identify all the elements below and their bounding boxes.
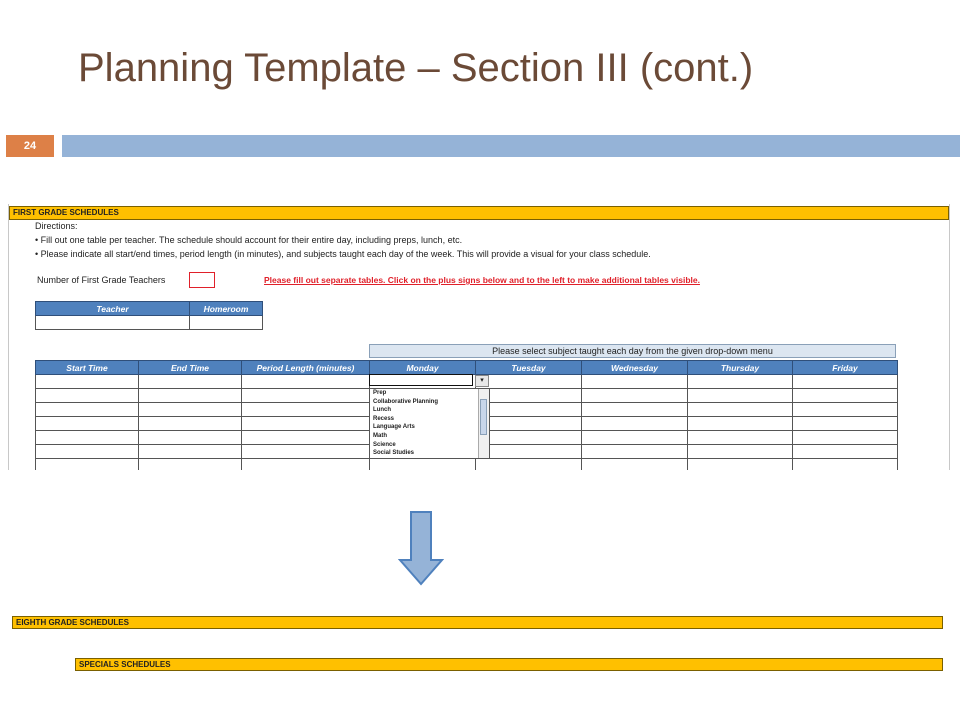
table-cell[interactable] xyxy=(793,389,898,403)
table-cell[interactable] xyxy=(688,417,793,431)
table-cell[interactable] xyxy=(582,389,688,403)
table-cell[interactable] xyxy=(36,403,139,417)
specials-section-bar: SPECIALS SCHEDULES xyxy=(75,658,943,671)
table-cell[interactable] xyxy=(793,431,898,445)
tuesday-header: Tuesday xyxy=(476,361,582,375)
table-cell[interactable] xyxy=(242,417,370,431)
dropdown-arrow-button[interactable]: ▾ xyxy=(475,375,489,387)
table-cell[interactable] xyxy=(793,417,898,431)
table-cell[interactable] xyxy=(242,431,370,445)
table-cell[interactable] xyxy=(476,459,582,471)
directions-bullet-1: • Fill out one table per teacher. The schedule should account for their entire day, including preps, lunch, etc. xyxy=(35,235,463,245)
scrollbar-thumb[interactable] xyxy=(480,399,487,435)
table-cell[interactable] xyxy=(582,459,688,471)
directions-label: Directions: xyxy=(35,221,78,231)
subject-dropdown-list[interactable] xyxy=(369,388,490,459)
table-cell[interactable] xyxy=(139,389,242,403)
eighth-grade-section-bar: EIGHTH GRADE SCHEDULES xyxy=(12,616,943,629)
page-number-badge: 24 xyxy=(6,135,54,157)
table-cell[interactable] xyxy=(688,431,793,445)
table-cell[interactable] xyxy=(139,403,242,417)
table-cell[interactable] xyxy=(36,389,139,403)
spreadsheet-screenshot xyxy=(8,204,950,470)
dropdown-option-collaborative-planning[interactable]: Collaborative Planning xyxy=(373,398,439,405)
dropdown-scrollbar[interactable] xyxy=(478,389,489,458)
homeroom-cell[interactable] xyxy=(190,316,263,330)
down-arrow-icon xyxy=(398,510,444,586)
table-cell[interactable] xyxy=(139,445,242,459)
table-cell[interactable] xyxy=(582,431,688,445)
table-cell[interactable] xyxy=(476,445,582,459)
teacher-count-label: Number of First Grade Teachers xyxy=(37,275,166,285)
slide-title: Planning Template – Section III (cont.) xyxy=(78,46,754,90)
table-cell[interactable] xyxy=(242,389,370,403)
teacher-name-cell[interactable] xyxy=(36,316,190,330)
dropdown-option-social-studies[interactable]: Social Studies xyxy=(373,450,415,457)
monday-header: Monday xyxy=(370,361,476,375)
first-grade-section-bar: FIRST GRADE SCHEDULES xyxy=(9,206,949,220)
table-cell[interactable] xyxy=(370,459,476,471)
table-cell[interactable] xyxy=(688,375,793,389)
dropdown-option-language-arts[interactable]: Language Arts xyxy=(373,424,415,431)
dropdown-option-recess[interactable]: Recess xyxy=(373,415,395,422)
instruction-note: Please fill out separate tables. Click on the plus signs below and to the left to make additional tables visible. xyxy=(264,275,700,285)
table-cell[interactable] xyxy=(793,445,898,459)
table-cell[interactable] xyxy=(582,403,688,417)
teacher-count-input[interactable] xyxy=(189,272,215,288)
friday-header: Friday xyxy=(793,361,898,375)
table-cell[interactable] xyxy=(139,431,242,445)
table-cell[interactable] xyxy=(582,375,688,389)
table-cell[interactable] xyxy=(476,417,582,431)
period-length-header: Period Length (minutes) xyxy=(242,361,370,375)
table-cell[interactable] xyxy=(36,459,139,471)
table-cell[interactable] xyxy=(242,459,370,471)
table-cell[interactable] xyxy=(476,403,582,417)
table-cell[interactable] xyxy=(688,403,793,417)
table-cell[interactable] xyxy=(476,389,582,403)
dropdown-option-lunch[interactable]: Lunch xyxy=(373,407,391,414)
table-cell[interactable] xyxy=(36,431,139,445)
table-cell[interactable] xyxy=(688,459,793,471)
table-cell[interactable] xyxy=(793,459,898,471)
table-cell[interactable] xyxy=(582,445,688,459)
table-cell[interactable] xyxy=(582,417,688,431)
table-cell[interactable] xyxy=(476,375,582,389)
directions-bullet-2: • Please indicate all start/end times, period length (in minutes), and subjects taught each day of the week. This will provide a visual for your class schedule. xyxy=(35,249,651,259)
table-cell[interactable] xyxy=(476,431,582,445)
end-time-header: End Time xyxy=(139,361,242,375)
table-cell[interactable] xyxy=(688,389,793,403)
table-cell[interactable] xyxy=(242,403,370,417)
dropdown-option-science[interactable]: Science xyxy=(373,441,396,448)
table-cell[interactable] xyxy=(139,375,242,389)
teacher-table xyxy=(35,301,263,330)
table-cell[interactable] xyxy=(793,375,898,389)
thursday-header: Thursday xyxy=(688,361,793,375)
start-time-header: Start Time xyxy=(36,361,139,375)
dropdown-option-prep[interactable]: Prep xyxy=(373,390,387,396)
monday-selected-cell[interactable] xyxy=(369,374,473,386)
table-cell[interactable] xyxy=(139,459,242,471)
table-cell[interactable] xyxy=(36,445,139,459)
table-cell[interactable] xyxy=(242,375,370,389)
table-cell[interactable] xyxy=(139,417,242,431)
table-cell[interactable] xyxy=(36,375,139,389)
homeroom-header: Homeroom xyxy=(190,302,263,316)
dropdown-option-math[interactable]: Math xyxy=(373,432,387,439)
title-rule xyxy=(62,135,960,157)
table-cell[interactable] xyxy=(36,417,139,431)
dropdown-hint: Please select subject taught each day from the given drop-down menu xyxy=(369,344,896,358)
table-row xyxy=(36,459,898,471)
table-cell[interactable] xyxy=(688,445,793,459)
wednesday-header: Wednesday xyxy=(582,361,688,375)
table-cell[interactable] xyxy=(793,403,898,417)
table-cell[interactable] xyxy=(242,445,370,459)
teacher-header: Teacher xyxy=(36,302,190,316)
